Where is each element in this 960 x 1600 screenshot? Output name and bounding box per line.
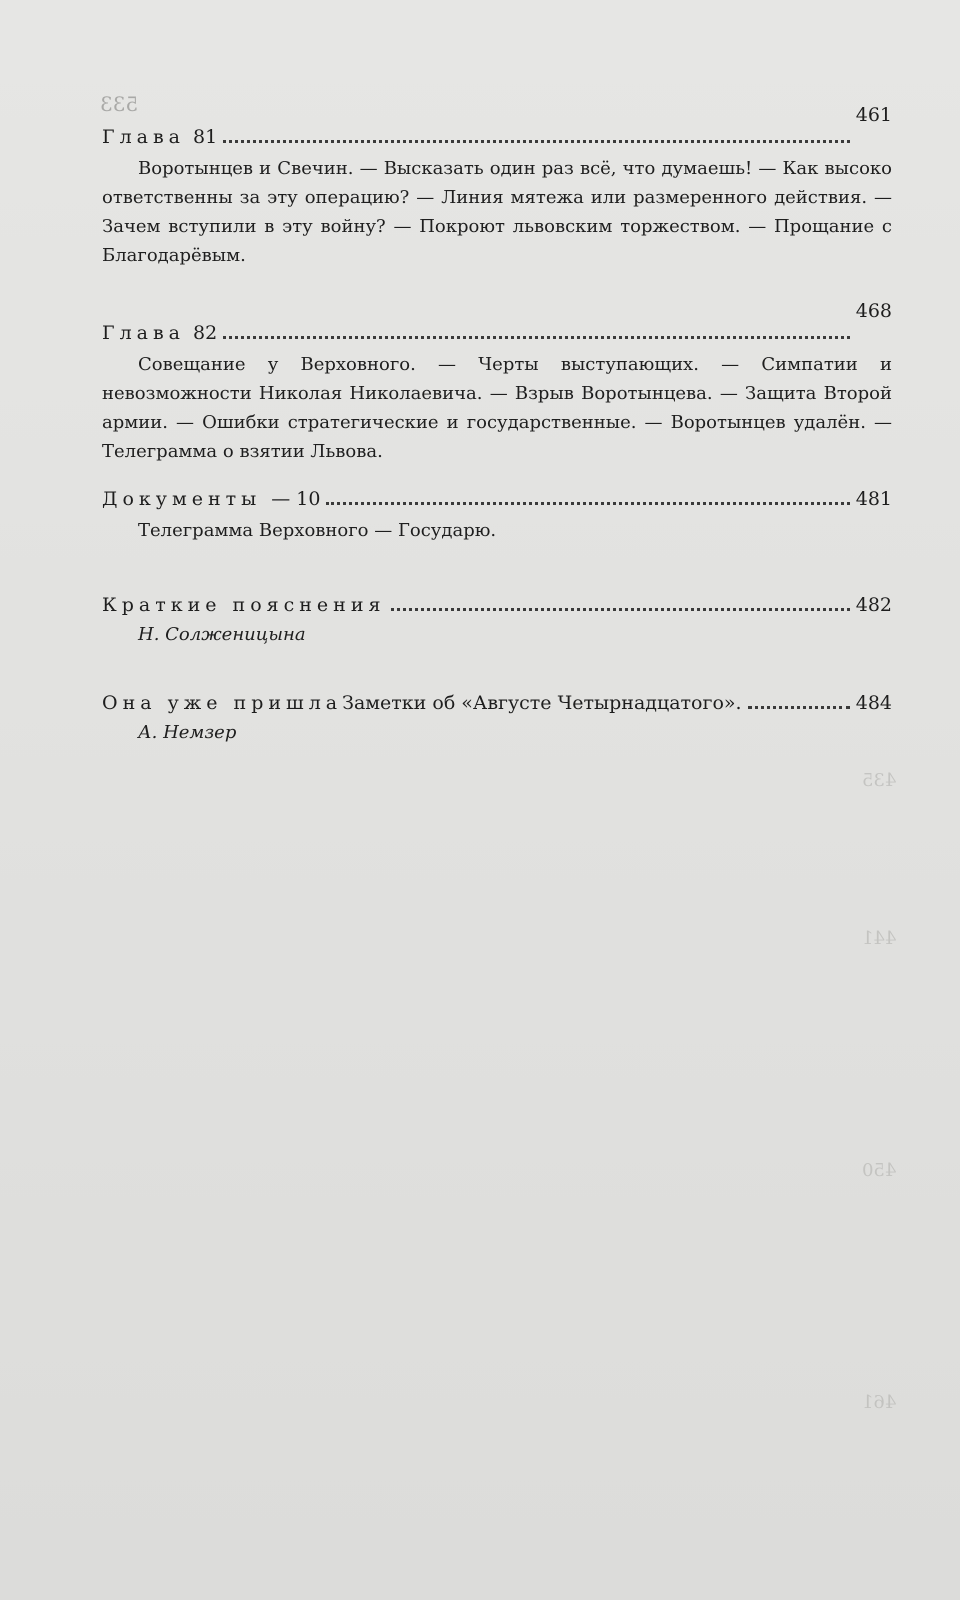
toc-entry-afterword[interactable] <box>102 690 892 743</box>
entry-label: Документы <box>102 488 262 510</box>
entry-subtitle: Заметки об «Августе Четырнадцатого». <box>342 692 742 714</box>
author-name: А. Немзер <box>138 722 237 743</box>
dot-leader <box>223 336 850 339</box>
entry-label: Она уже пришла <box>102 692 343 714</box>
dot-leader <box>748 706 850 709</box>
toc-entry-notes[interactable] <box>102 592 892 645</box>
ghost-page-number: 450 <box>862 1160 897 1181</box>
page-ref: 482 <box>855 594 892 616</box>
ghost-page-number: 441 <box>862 928 897 949</box>
chapter-number: 82 <box>193 322 218 344</box>
page-ref: 484 <box>855 692 892 714</box>
toc-entry-chapter-81[interactable] <box>102 104 892 270</box>
entry-label: Глава <box>102 322 186 344</box>
entry-label: Глава <box>102 126 186 148</box>
ghost-page-number: 435 <box>862 770 897 791</box>
chapter-number: 81 <box>193 126 218 148</box>
page-ref: 461 <box>855 104 892 126</box>
chapter-summary: Совещание у Верховного. — Черты выступающих. — Симпатии и невозможности Николая Николаевича. — Взрыв Воротынцева. — Защита Второй армии. — Ошибки стратегические и государственные. — Воротынцев удалён. — Телеграмма о взятии Львова. <box>102 354 892 462</box>
dot-leader <box>391 608 849 611</box>
toc-entry-chapter-82[interactable] <box>102 300 892 466</box>
ghost-page-number: 461 <box>862 1392 897 1413</box>
page-ref: 481 <box>855 488 892 510</box>
toc-entry-documents[interactable] <box>102 486 892 545</box>
document-summary: Телеграмма Верховного — Государю. <box>138 520 497 541</box>
documents-number: — 10 <box>271 488 321 510</box>
entry-label: Краткие пояснения <box>102 594 386 616</box>
page-number: 533 <box>100 92 139 116</box>
dot-leader <box>326 502 849 505</box>
page-ref: 468 <box>855 300 892 322</box>
dot-leader <box>223 140 850 143</box>
author-name: Н. Солженицына <box>138 624 306 645</box>
chapter-summary: Воротынцев и Свечин. — Высказать один раз всё, что думаешь! — Как высоко ответственны за эту операцию? — Линия мятежа или размеренного действия. — Зачем вступили в эту войну? — Покроют львовским торжеством. — Прощание с Благодарёвым. <box>102 158 892 266</box>
